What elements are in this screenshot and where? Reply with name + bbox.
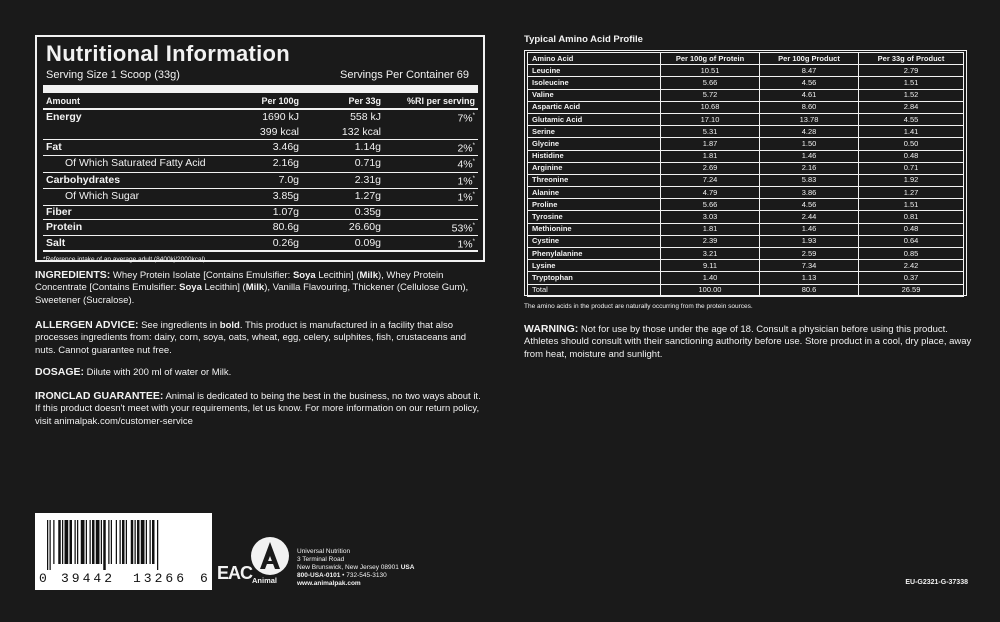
barcode-bar xyxy=(120,520,121,564)
nutrient-name: Salt xyxy=(43,236,229,252)
ri-value: 53% xyxy=(451,222,473,235)
ri-value: 1% xyxy=(457,175,473,188)
barcode-bar xyxy=(65,520,69,564)
barcode-bar xyxy=(126,520,127,564)
amino-acid-name: Total xyxy=(528,284,661,296)
amino-value: 2.42 xyxy=(859,260,964,272)
address-line: 3 Terminal Road xyxy=(297,556,345,563)
nutrient-name: Of Which Sugar xyxy=(43,189,229,206)
ri-asterisk: * xyxy=(472,222,475,229)
amino-value: 8.60 xyxy=(760,101,859,113)
barcode-bar xyxy=(58,520,61,564)
amino-value: 0.50 xyxy=(859,138,964,150)
col-header-amount: Amount xyxy=(43,95,229,109)
value-per-100g: 399 kcal xyxy=(259,125,299,138)
barcode-lead-digit: 0 xyxy=(39,571,47,586)
ri-cell xyxy=(384,205,478,219)
amino-value: 1.40 xyxy=(661,272,760,284)
barcode-bar xyxy=(47,520,48,570)
amino-value: 26.59 xyxy=(859,284,964,296)
ri-cell xyxy=(384,172,478,189)
ri-value: 2% xyxy=(457,142,473,155)
value-per-33g: 2.31g xyxy=(302,172,384,189)
allergen-block xyxy=(35,319,485,357)
amino-title: Typical Amino Acid Profile xyxy=(524,34,643,45)
amino-value: 1.87 xyxy=(661,138,760,150)
barcode-bars xyxy=(45,520,205,570)
nutrient-name: Protein xyxy=(43,219,229,236)
amino-acid-name: Tryptophan xyxy=(528,272,661,284)
nutrition-row xyxy=(43,205,478,219)
amino-row xyxy=(528,89,964,101)
nutrient-name: Fat xyxy=(43,139,229,156)
amino-row xyxy=(528,260,964,272)
amino-acid-name: Alanine xyxy=(528,187,661,199)
allergen-milk: Milk xyxy=(245,282,265,294)
amino-value: 8.47 xyxy=(760,65,859,77)
amino-value: 3.03 xyxy=(661,211,760,223)
amino-row xyxy=(528,113,964,125)
guarantee-block xyxy=(35,390,485,428)
amino-row xyxy=(528,101,964,113)
manufacturer-address xyxy=(297,548,414,588)
amino-value: 10.68 xyxy=(661,101,760,113)
allergen-text: . This product is manufactured in a facility that also processes ingredients from: dairy, corn, soya, oats, wheat, egg, celery, sulphites, fish, crustaceans and nuts. Cannot guarantee nut free. xyxy=(35,320,467,356)
amino-row xyxy=(528,211,964,223)
barcode-bar xyxy=(108,520,109,564)
barcode-bar xyxy=(157,520,158,570)
amino-value: 4.55 xyxy=(859,113,964,125)
ri-asterisk: * xyxy=(472,192,475,199)
amino-value: 0.48 xyxy=(859,150,964,162)
barcode-bar xyxy=(86,520,87,564)
amino-value: 3.86 xyxy=(760,187,859,199)
amino-value: 4.56 xyxy=(760,77,859,89)
barcode-bar xyxy=(62,520,63,564)
amino-value: 5.66 xyxy=(661,77,760,89)
barcode-group-left: 39442 xyxy=(61,571,116,586)
barcode-bar xyxy=(96,520,100,564)
amino-acid-name: Threonine xyxy=(528,174,661,186)
amino-value: 0.37 xyxy=(859,272,964,284)
ri-asterisk: * xyxy=(472,175,475,182)
barcode-bar xyxy=(141,520,145,564)
amino-col-header: Per 100g of Protein xyxy=(661,53,760,65)
amino-row xyxy=(528,187,964,199)
barcode-bar xyxy=(50,520,51,570)
amino-row xyxy=(528,77,964,89)
ingredients-text: Lecithin] ( xyxy=(315,270,360,281)
amino-value: 0.48 xyxy=(859,223,964,235)
barcode-bar xyxy=(70,520,73,564)
amino-acid-name: Proline xyxy=(528,199,661,211)
dosage-block xyxy=(35,366,485,379)
nutrient-name: Energy xyxy=(46,111,82,124)
ri-value: 4% xyxy=(457,158,473,171)
value-per-33g: 0.35g xyxy=(302,205,384,219)
ri-asterisk: * xyxy=(472,159,475,166)
value-per-100g: 3.85g xyxy=(229,189,302,206)
amino-value: 1.92 xyxy=(859,174,964,186)
amino-acid-name: Glycine xyxy=(528,138,661,150)
amino-value: 2.69 xyxy=(661,162,760,174)
amino-value: 0.85 xyxy=(859,248,964,260)
nutrition-title: Nutritional Information xyxy=(46,41,290,66)
nutrition-row xyxy=(43,109,478,126)
amino-row xyxy=(528,272,964,284)
amino-value: 4.56 xyxy=(760,199,859,211)
ingredients-text: Lecithin] ( xyxy=(201,282,246,294)
amino-value: 2.16 xyxy=(760,162,859,174)
amino-acid-name: Arginine xyxy=(528,162,661,174)
barcode-bar xyxy=(122,520,125,564)
amino-acid-name: Aspartic Acid xyxy=(528,101,661,113)
ri-value: 1% xyxy=(457,238,473,251)
amino-value: 7.24 xyxy=(661,174,760,186)
amino-col-header: Per 33g of Product xyxy=(859,53,964,65)
barcode-bar xyxy=(146,520,147,564)
barcode-bar xyxy=(111,520,112,564)
amino-value: 1.41 xyxy=(859,126,964,138)
dosage-text: Dilute with 200 ml of water or Milk. xyxy=(84,367,232,378)
ri-cell xyxy=(384,109,478,126)
amino-value: 1.46 xyxy=(760,150,859,162)
amino-value: 1.52 xyxy=(859,89,964,101)
amino-row xyxy=(528,126,964,138)
amino-value: 0.81 xyxy=(859,211,964,223)
amino-value: 1.81 xyxy=(661,223,760,235)
ri-asterisk: * xyxy=(472,113,475,119)
website: www.animalpak.com xyxy=(297,580,361,587)
allergen-soya: Soya xyxy=(179,282,202,294)
value-per-100g: 7.0g xyxy=(229,172,302,189)
value-per-33g: 0.71g xyxy=(302,156,384,173)
amino-acid-name: Lysine xyxy=(528,260,661,272)
guarantee-text: Animal is dedicated to being the best in the business, no two ways about it. If this product doesn't meet with your requirements, let us know. For more information on our return policy, visit animalpak.com/customer-service xyxy=(35,391,481,427)
ri-asterisk: * xyxy=(472,142,475,149)
barcode-bar xyxy=(90,520,91,564)
amino-value: 1.51 xyxy=(859,199,964,211)
amino-col-header: Amino Acid xyxy=(528,53,661,65)
nutrition-panel xyxy=(35,35,485,262)
value-per-33g: 0.09g xyxy=(302,236,384,252)
barcode-bar xyxy=(150,520,151,564)
amino-acid-name: Leucine xyxy=(528,65,661,77)
barcode-check-digit: 6 xyxy=(200,571,208,586)
amino-value: 7.34 xyxy=(760,260,859,272)
address-line: Universal Nutrition xyxy=(297,548,351,555)
barcode-bar xyxy=(77,520,78,564)
ri-cell xyxy=(384,156,478,173)
servings-per-container: Servings Per Container 69 xyxy=(339,69,469,81)
amino-value: 1.13 xyxy=(760,272,859,284)
nutrition-row xyxy=(43,139,478,156)
amino-value: 5.83 xyxy=(760,174,859,186)
amino-value: 5.72 xyxy=(661,89,760,101)
ingredients-text: Whey Protein Isolate [Contains Emulsifier: xyxy=(110,270,293,281)
value-per-100g: 3.46g xyxy=(229,139,302,156)
amino-value: 1.51 xyxy=(859,77,964,89)
amino-row xyxy=(528,162,964,174)
amino-value: 5.31 xyxy=(661,126,760,138)
value-per-100g: 0.26g xyxy=(229,236,302,252)
nutrient-name: Carbohydrates xyxy=(43,172,229,189)
value-per-33g: 132 kcal xyxy=(341,125,381,138)
amino-acid-name: Methionine xyxy=(528,223,661,235)
col-header-per33: Per 33g xyxy=(302,95,384,109)
eac-mark: EAC xyxy=(217,563,253,583)
warning-block xyxy=(524,323,974,361)
barcode-bar xyxy=(81,520,85,564)
brand-name: Animal xyxy=(252,576,278,585)
barcode-bar xyxy=(75,520,76,564)
amino-table xyxy=(527,52,964,297)
amino-row xyxy=(528,223,964,235)
value-per-100g: 1.07g xyxy=(229,205,302,219)
amino-row xyxy=(528,138,964,150)
amino-row xyxy=(528,65,964,77)
value-per-100g: 1690 kJ xyxy=(262,111,299,124)
amino-row xyxy=(528,174,964,186)
amino-row xyxy=(528,150,964,162)
amino-row xyxy=(528,248,964,260)
nutrition-row xyxy=(43,126,478,140)
animal-logo-icon xyxy=(250,536,290,578)
address-country: USA xyxy=(400,564,415,571)
amino-value: 2.84 xyxy=(859,101,964,113)
amino-value: 9.11 xyxy=(661,260,760,272)
amino-value: 80.6 xyxy=(760,284,859,296)
amino-col-header: Per 100g Product xyxy=(760,53,859,65)
product-code: EU-G2321-G-37338 xyxy=(905,579,968,586)
amino-value: 4.79 xyxy=(661,187,760,199)
nutrient-name: Of Which Saturated Fatty Acid xyxy=(43,156,229,173)
nutrition-row xyxy=(43,219,478,236)
barcode-bar xyxy=(135,520,136,564)
allergen-text: See ingredients in xyxy=(138,320,220,331)
amino-acid-name: Serine xyxy=(528,126,661,138)
amino-acid-name: Histidine xyxy=(528,150,661,162)
barcode-bar xyxy=(131,520,134,564)
ri-cell xyxy=(384,139,478,156)
ingredients-heading: INGREDIENTS: xyxy=(35,269,111,281)
amino-acid-name: Glutamic Acid xyxy=(528,113,661,125)
phone-number: 800-USA-0101 xyxy=(297,572,341,579)
barcode-bar xyxy=(137,520,140,564)
amino-value: 2.44 xyxy=(760,211,859,223)
nutrition-row xyxy=(43,172,478,189)
amino-row xyxy=(528,235,964,247)
nutrition-row xyxy=(43,156,478,173)
amino-value: 0.64 xyxy=(859,235,964,247)
warning-heading: WARNING: xyxy=(524,323,579,335)
value-per-33g: 1.14g xyxy=(302,139,384,156)
nutrient-name xyxy=(43,126,229,140)
col-header-per100: Per 100g xyxy=(229,95,302,109)
ri-value: 1% xyxy=(457,191,473,204)
barcode-number xyxy=(35,570,212,588)
serving-size: Serving Size 1 Scoop (33g) xyxy=(46,69,180,81)
amino-acid-name: Isoleucine xyxy=(528,77,661,89)
amino-note: The amino acids in the product are naturally occurring from the protein sources. xyxy=(524,303,753,310)
address-line: New Brunswick, New Jersey 08901 xyxy=(297,564,399,571)
amino-acid-name: Valine xyxy=(528,89,661,101)
amino-value: 5.66 xyxy=(661,199,760,211)
warning-text: Not for use by those under the age of 18. Consult a physician before using this product. Athletes should consult with their sanctioning authority before use. Store product in a cool, dry place, away from heat, moisture and sunlight. xyxy=(524,324,972,360)
amino-value: 1.50 xyxy=(760,138,859,150)
amino-row xyxy=(528,199,964,211)
ri-asterisk: * xyxy=(472,239,475,246)
ingredients-text: ), Whey Protein Concentrate [Contains Emulsifier: xyxy=(35,270,444,294)
allergen-heading: ALLERGEN ADVICE: xyxy=(35,319,139,331)
nutrient-name: Fiber xyxy=(43,205,229,219)
nutrition-row xyxy=(43,189,478,206)
amino-value: 1.46 xyxy=(760,223,859,235)
amino-acid-name: Cystine xyxy=(528,235,661,247)
value-per-33g: 558 kJ xyxy=(350,111,381,124)
ri-cell xyxy=(384,219,478,236)
ri-value: 7% xyxy=(457,112,473,125)
phone-separator: • xyxy=(340,572,347,579)
amino-value: 2.79 xyxy=(859,65,964,77)
amino-value: 2.59 xyxy=(760,248,859,260)
ingredients-block xyxy=(35,269,485,307)
amino-acid-name: Phenylalanine xyxy=(528,248,661,260)
amino-value: 4.61 xyxy=(760,89,859,101)
allergen-soya: Soya xyxy=(292,270,316,281)
amino-value: 3.21 xyxy=(661,248,760,260)
nutrition-footnote: *Reference intake of an average adult (8400kj/2000kcal) xyxy=(43,250,478,263)
nutrition-table xyxy=(43,95,478,252)
amino-value: 2.39 xyxy=(661,235,760,247)
allergen-bold-word: bold xyxy=(219,320,240,331)
amino-value: 0.71 xyxy=(859,162,964,174)
amino-value: 100.00 xyxy=(661,284,760,296)
amino-acid-name: Tyrosine xyxy=(528,211,661,223)
amino-value: 1.81 xyxy=(661,150,760,162)
barcode-bar xyxy=(101,520,102,564)
value-per-100g: 2.16g xyxy=(229,156,302,173)
barcode-bar xyxy=(152,520,155,564)
amino-value: 1.93 xyxy=(760,235,859,247)
dosage-heading: DOSAGE: xyxy=(35,366,85,378)
amino-value: 4.28 xyxy=(760,126,859,138)
barcode-bar xyxy=(92,520,95,564)
value-per-33g: 26.60g xyxy=(302,219,384,236)
barcode-bar xyxy=(116,520,117,564)
ri-cell xyxy=(384,189,478,206)
ingredients-text: ), Vanilla Flavouring, Thickener (Cellulose Gum), Sweetener (Sucralose). xyxy=(35,282,469,306)
guarantee-heading: IRONCLAD GUARANTEE: xyxy=(35,390,164,402)
ri-cell xyxy=(384,126,478,140)
amino-value: 1.27 xyxy=(859,187,964,199)
barcode-group-right: 13266 xyxy=(133,571,188,586)
barcode-bar xyxy=(53,520,54,564)
amino-row xyxy=(528,284,964,296)
allergen-milk: Milk xyxy=(359,270,378,281)
col-header-ri: %RI per serving xyxy=(384,95,478,109)
value-per-100g: 80.6g xyxy=(229,219,302,236)
phone-number: 732-545-3130 xyxy=(346,572,387,579)
barcode-bar xyxy=(103,520,106,570)
value-per-33g: 1.27g xyxy=(302,189,384,206)
amino-value: 17.10 xyxy=(661,113,760,125)
amino-value: 13.78 xyxy=(760,113,859,125)
amino-value: 10.51 xyxy=(661,65,760,77)
nutrition-divider-bar xyxy=(43,85,478,93)
